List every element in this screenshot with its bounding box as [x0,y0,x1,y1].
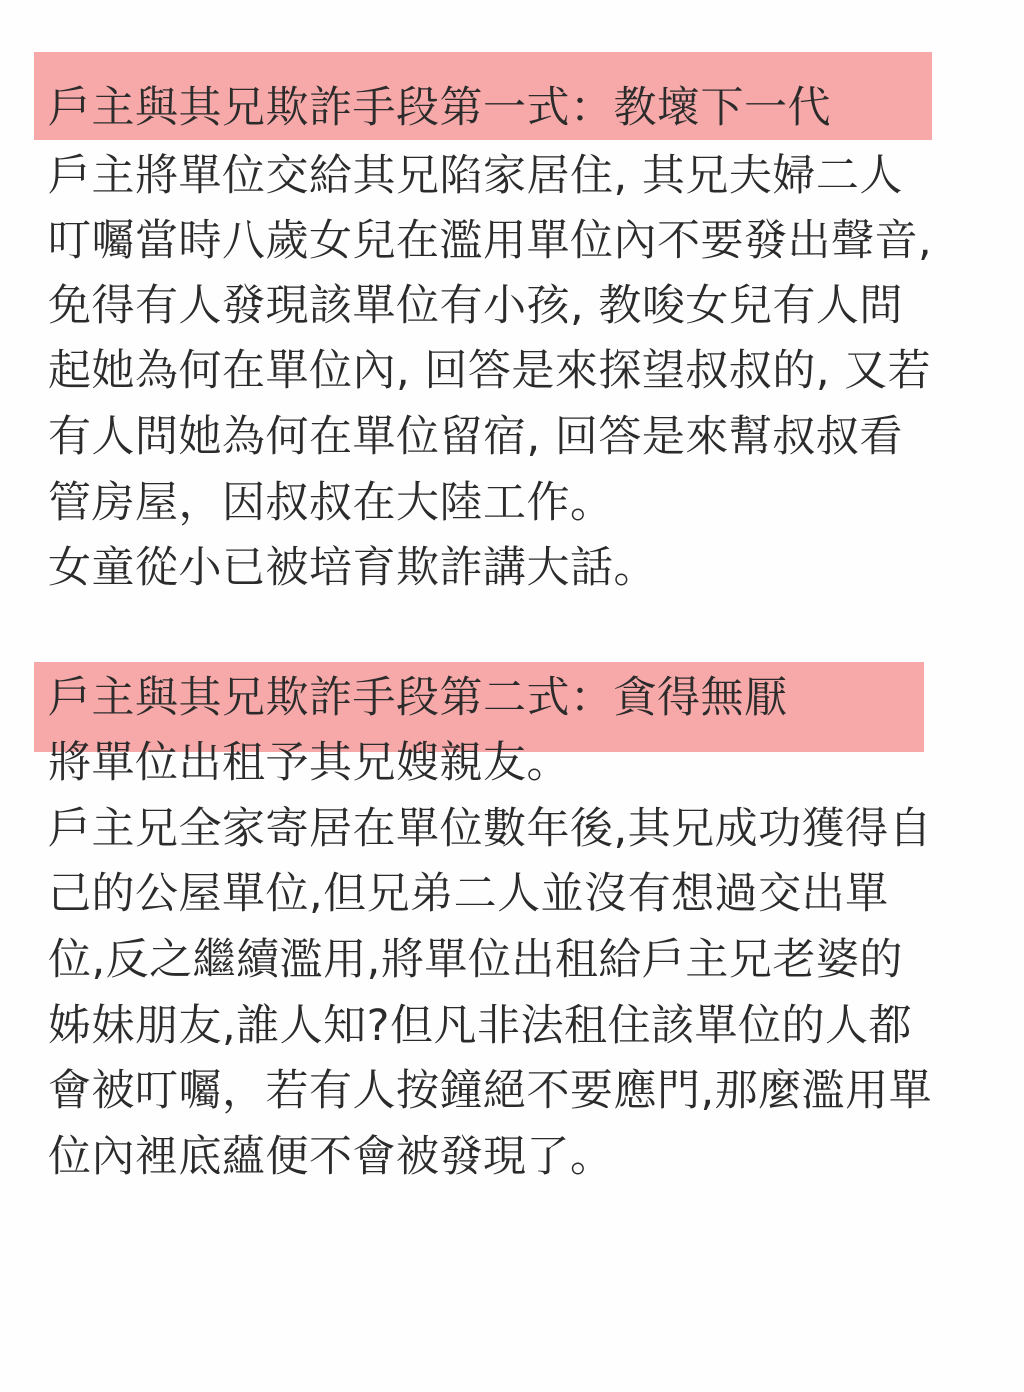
paragraph-line: 戶主兄全家寄居在單位數年後,其兄成功獲得自 [48,804,933,854]
paragraph-line: 會被叮囑，若有人按鐘絕不要應門,那麼濫用單 [48,1066,933,1116]
paragraph-line: 位,反之繼續濫用,將單位出租給戶主兄老婆的 [48,935,903,985]
paragraph-line: 免得有人發現該單位有小孩, 教唆女兒有人問 [48,281,903,331]
paragraph-line: 起她為何在單位內, 回答是來探望叔叔的, 又若 [48,346,932,396]
paragraph-line: 女童從小已被培育欺詐講大話。 [48,543,657,593]
paragraph-line: 己的公屋單位,但兄弟二人並沒有想過交出單 [48,869,889,919]
paragraph-line: 將單位出租予其兄嫂親友。 [48,738,570,788]
section-title-1: 戶主與其兄欺詐手段第一式：教壞下一代 [48,83,831,133]
paragraph-line: 叮囑當時八歲女兒在濫用單位內不要發出聲音, [48,216,933,266]
section-title-2: 戶主與其兄欺詐手段第二式：貪得無厭 [48,673,788,723]
paragraph-line: 管房屋，因叔叔在大陸工作。 [48,478,614,528]
paragraph-line: 姊妹朋友,誰人知?但凡非法租住該單位的人都 [48,1001,912,1051]
paragraph-line: 有人問她為何在單位留宿, 回答是來幫叔叔看 [48,412,903,462]
paragraph-line: 戶主將單位交給其兄陷家居住, 其兄夫婦二人 [48,151,903,201]
paragraph-line: 位內裡底蘊便不會被發現了。 [48,1132,614,1182]
